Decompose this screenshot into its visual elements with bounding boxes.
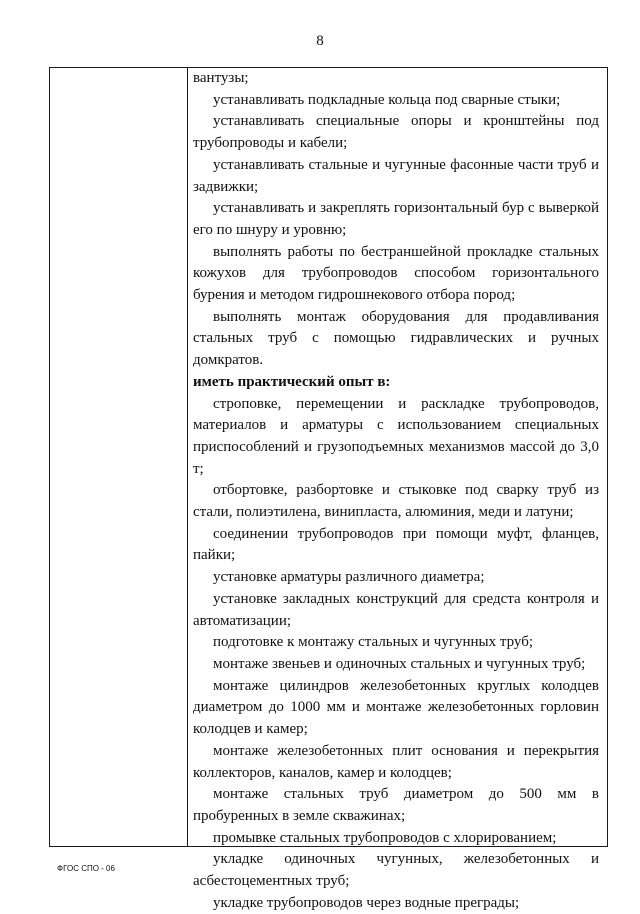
section-heading: иметь практический опыт в: (193, 373, 391, 390)
list-item: выполнять монтаж оборудования для продавливания стальных труб с помощью гидравлических и ручных домкратов. (193, 308, 599, 369)
list-item: устанавливать специальные опоры и кронштейны под трубопроводы и кабели; (193, 113, 599, 152)
list-item: укладке одиночных чугунных, железобетонных и асбестоцементных труб; (193, 851, 599, 890)
list-item: соединении трубопроводов при помощи муфт, фланцев, пайки; (193, 525, 599, 564)
list-item: подготовке к монтажу стальных и чугунных труб; (213, 634, 534, 651)
list-item: строповке, перемещении и раскладке трубопроводов, материалов и арматуры с использованием специальных приспособлений и грузоподъемных механизмов массой до 3,0 т; (193, 395, 599, 477)
list-item: монтаже звеньев и одиночных стальных и чугунных труб; (213, 655, 586, 672)
list-item: монтаже железобетонных плит основания и перекрытия коллекторов, каналов, камер и колодцев; (193, 742, 599, 781)
table-left-column (50, 68, 188, 846)
list-item: устанавливать и закреплять горизонтальный бур с выверкой его по шнуру и уровню; (193, 200, 599, 238)
table-right-column (188, 68, 607, 914)
document-footer: ФГОС СПО - 06 (57, 864, 115, 873)
list-item: укладке трубопроводов через водные преграды; (213, 894, 520, 911)
list-item: выполнять работы по бестраншейной прокладке стальных кожухов для трубопроводов способом горизонтального бурения и методом гидрошнекового отбора пород; (193, 243, 599, 304)
list-item: вантузы; (193, 70, 249, 86)
list-item: устанавливать стальные и чугунные фасонные части труб и задвижки; (193, 156, 599, 195)
list-item: установке закладных конструкций для средста контроля и автоматизации; (193, 590, 599, 629)
list-item: установке арматуры различного диаметра; (213, 569, 485, 586)
list-item: монтаже цилиндров железобетонных круглых колодцев диаметром до 1000 мм и монтаже железобетонных горловин колодцев и камер; (193, 677, 599, 738)
page-number: 8 (316, 33, 324, 49)
list-item: отбортовке, разбортовке и стыковке под сварку труб из стали, полиэтилена, винипласта, алюминия, меди и латуни; (193, 482, 599, 521)
list-item: промывке стальных трубопроводов с хлорированием; (213, 829, 557, 846)
list-item: устанавливать подкладные кольца под сварные стыки; (213, 91, 561, 108)
list-item: монтаже стальных труб диаметром до 500 мм в пробуренных в земле скважинах; (193, 786, 599, 824)
